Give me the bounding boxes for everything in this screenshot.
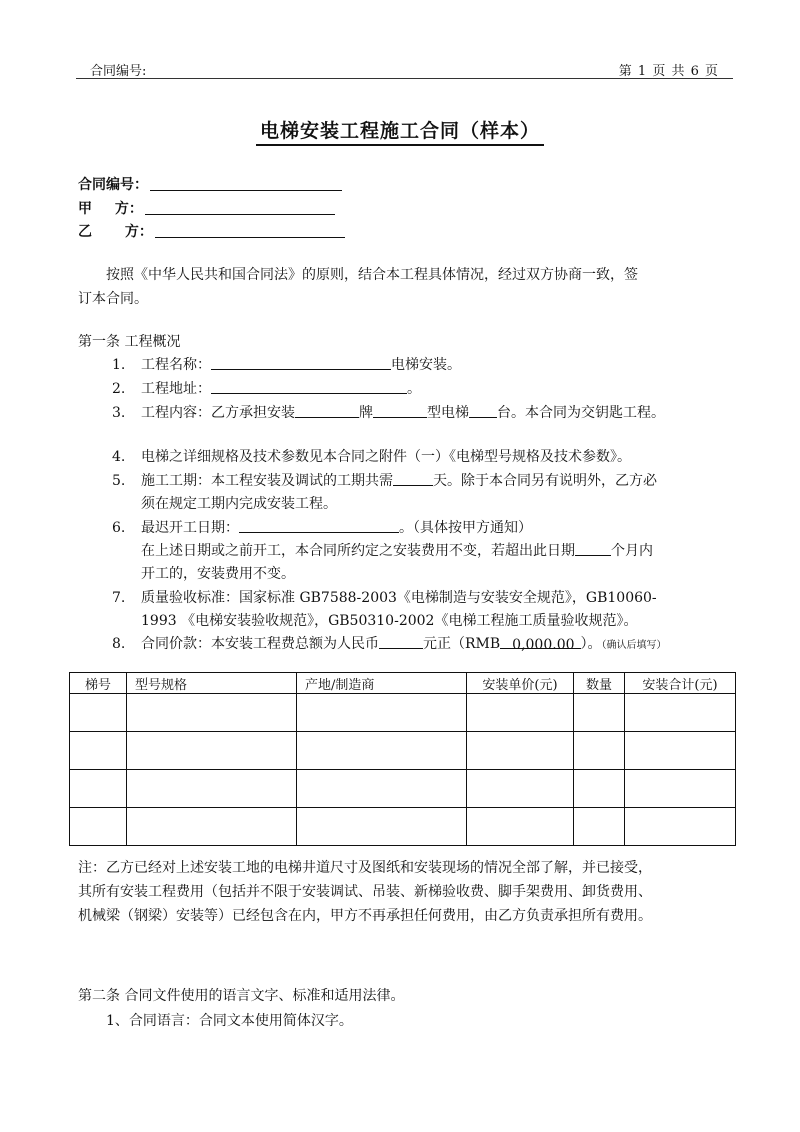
table-cell[interactable] (70, 732, 127, 770)
page-header (76, 58, 733, 79)
item-label: 最迟开工日期： (141, 520, 239, 536)
table-cell[interactable] (297, 732, 467, 770)
item-start-date-line-2 (141, 540, 653, 562)
item-text: 元正（RMB (423, 636, 501, 652)
table-row (70, 732, 736, 770)
header-page-info: 第 1 页 共 6 页 (618, 64, 719, 79)
table-cell[interactable] (467, 770, 574, 808)
item-number: 3. (112, 405, 126, 421)
item-text: 天。除于本合同另有说明外，乙方必 (433, 473, 657, 489)
item-number: 2. (112, 381, 126, 397)
table-cell[interactable] (467, 694, 574, 732)
header-contract-no: 合同编号: (90, 64, 147, 79)
item-contract-price (141, 633, 667, 657)
table-cell[interactable] (127, 770, 297, 808)
item-suffix: 。（具体按甲方通知） (399, 520, 532, 536)
units-blank[interactable] (469, 403, 497, 418)
table-cell[interactable] (574, 694, 625, 732)
item-text: 工程内容：乙方承担安装 (141, 405, 295, 421)
item-specs: 电梯之详细规格及技术参数见本合同之附件（一）《电梯型号规格及技术参数》。 (141, 449, 631, 465)
item-project-address (141, 378, 421, 400)
item-number: 6. (112, 520, 126, 536)
table-cell[interactable] (625, 770, 736, 808)
table-cell[interactable] (297, 770, 467, 808)
table-cell[interactable] (70, 694, 127, 732)
item-project-content (141, 402, 665, 424)
item-number: 7. (112, 590, 126, 606)
table-cell[interactable] (574, 770, 625, 808)
party-b-label: 乙 方： (78, 224, 153, 240)
table-cell[interactable] (467, 732, 574, 770)
model-blank[interactable] (373, 403, 427, 418)
price-rmb-words-blank[interactable] (379, 634, 423, 649)
table-header-row (70, 673, 736, 694)
table-cell[interactable] (467, 808, 574, 846)
document-title-wrap (0, 116, 800, 143)
note-line-1: 注：乙方已经对上述安装工地的电梯井道尺寸及图纸和安装现场的情况全部了解，并已接受， (78, 860, 652, 876)
contract-no-blank[interactable] (150, 176, 342, 191)
article-2-heading: 第二条 合同文件使用的语言文字、标准和适用法律。 (78, 988, 405, 1004)
document-title: 电梯安装工程施工合同（样本） (256, 120, 544, 146)
table-cell[interactable] (70, 808, 127, 846)
party-a-field (78, 198, 335, 218)
item-number: 1. (112, 357, 126, 373)
note-line-2: 其所有安装工程费用（包括并不限于安装调试、吊装、新梯验收费、脚手架费用、卸货费用、 (78, 884, 652, 900)
table-cell[interactable] (574, 732, 625, 770)
elevator-table (69, 672, 736, 846)
project-name-blank[interactable] (211, 355, 391, 370)
intro-line-2: 订本合同。 (78, 291, 148, 307)
item-label: 工程名称： (141, 357, 211, 373)
months-blank[interactable] (575, 541, 611, 556)
table-cell[interactable] (127, 732, 297, 770)
party-a-label: 甲 方： (78, 201, 143, 217)
intro-line-1: 按照《中华人民共和国合同法》的原则，结合本工程具体情况，经过双方协商一致，签 (106, 267, 638, 283)
table-row (70, 694, 736, 732)
table-cell[interactable] (127, 694, 297, 732)
item-start-date-line-3: 开工的，安装费用不变。 (141, 566, 295, 582)
start-date-blank[interactable] (239, 518, 399, 533)
item-suffix: 。 (407, 381, 421, 397)
item-text: 合同价款：本安装工程费总额为人民币 (141, 636, 379, 652)
table-cell[interactable] (127, 808, 297, 846)
col-header-elevator-no: 梯号 (70, 673, 127, 694)
note-line-3: 机械梁（钢梁）安装等）已经包含在内，甲方不再承担任何费用，由乙方负责承担所有费用。 (78, 908, 652, 924)
table-cell[interactable] (70, 770, 127, 808)
party-b-blank[interactable] (155, 223, 345, 238)
table-cell[interactable] (574, 808, 625, 846)
col-header-model: 型号规格 (127, 673, 297, 694)
table-row (70, 770, 736, 808)
item-text: 个月内 (611, 543, 653, 559)
table-cell[interactable] (625, 732, 736, 770)
item-text: 牌 (359, 405, 373, 421)
table-cell[interactable] (297, 808, 467, 846)
item-schedule-line-2: 须在规定工期内完成安装工程。 (141, 496, 337, 512)
item-text: 型电梯 (427, 405, 469, 421)
item-text: ）。 (580, 636, 602, 652)
party-a-blank[interactable] (145, 200, 335, 215)
brand-blank[interactable] (295, 403, 359, 418)
item-text: 施工工期：本工程安装及调试的工期共需 (141, 473, 393, 489)
item-suffix: 电梯安装。 (391, 357, 461, 373)
price-rmb-amount[interactable]: 0,000.00 (500, 634, 580, 649)
item-label: 工程地址： (141, 381, 211, 397)
table-cell[interactable] (625, 808, 736, 846)
article-2-item-1: 1、合同语言：合同文本使用简体汉字。 (106, 1013, 353, 1029)
col-header-unit-price: 安装单价(元) (467, 673, 574, 694)
contract-no-label: 合同编号： (78, 177, 148, 193)
table-cell[interactable] (297, 694, 467, 732)
item-number: 4. (112, 449, 126, 465)
item-start-date (141, 517, 532, 539)
party-b-field (78, 221, 345, 241)
item-schedule (141, 470, 657, 492)
item-number: 5. (112, 473, 126, 489)
table-cell[interactable] (625, 694, 736, 732)
item-text: 在上述日期或之前开工，本合同所约定之安装费用不变，若超出此日期 (141, 543, 575, 559)
project-address-blank[interactable] (211, 379, 407, 394)
item-quality-standard: 质量验收标准：国家标准 GB7588-2003《电梯制造与安装安全规范》，GB10060- (141, 590, 657, 606)
price-note: （确认后填写） (601, 640, 667, 651)
item-text: 台。本合同为交钥匙工程。 (497, 405, 665, 421)
item-number: 8. (112, 636, 126, 652)
item-quality-standard-line-2: 1993 《电梯安装验收规范》，GB50310-2002《电梯工程施工质量验收规范》。 (141, 613, 638, 629)
table-row (70, 808, 736, 846)
col-header-quantity: 数量 (574, 673, 625, 694)
article-1-heading: 第一条 工程概况 (78, 334, 181, 350)
item-project-name (141, 354, 461, 376)
col-header-manufacturer: 产地/制造商 (297, 673, 467, 694)
contract-no-field (78, 174, 342, 194)
col-header-total: 安装合计(元) (625, 673, 736, 694)
days-blank[interactable] (393, 471, 433, 486)
